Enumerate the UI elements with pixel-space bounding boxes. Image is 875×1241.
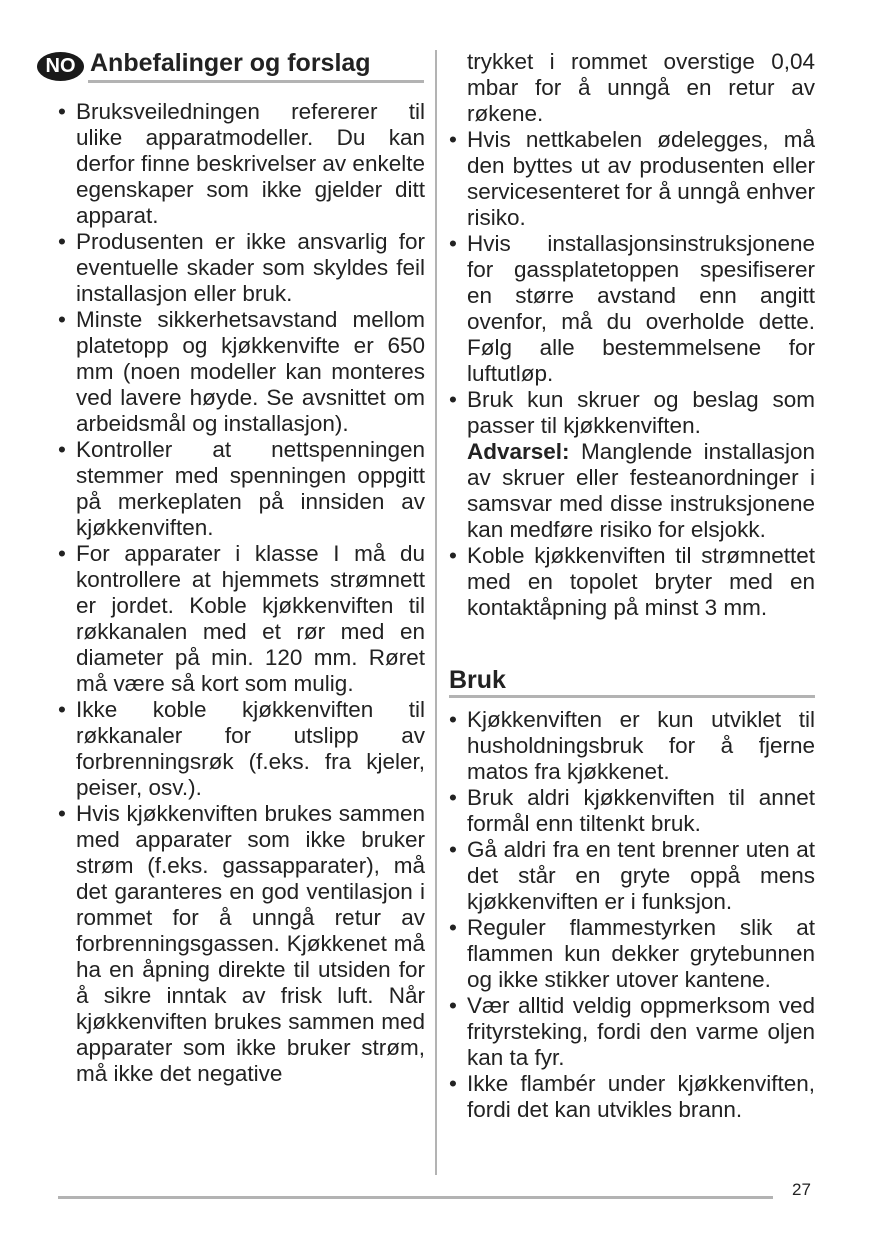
section-title-recommendations: Anbefalinger og forslag: [90, 49, 371, 77]
section-title-usage: Bruk: [449, 666, 506, 694]
list-item: • Hvis nettkabelen ødelegges, må den byttes ut av produsenten eller servicesenteret for å unngå enhver risiko.: [449, 127, 815, 231]
warning-label: Advarsel:: [467, 439, 570, 464]
list-item: • Bruk aldri kjøkkenviften til annet formål enn tiltenkt bruk.: [449, 785, 815, 837]
continuation-text: trykket i rommet overstige 0,04 mbar for å unngå en retur av røkene.: [467, 49, 815, 126]
list-item: • For apparater i klasse I må du kontrollere at hjemmets strømnett er jordet. Koble kjøkkenviften til røkkanalen med et rør med en diameter på min. 120 mm. Røret må være så kort som mulig.: [58, 541, 425, 697]
warning-text: Manglende installasjon av skruer eller festeanordninger i samsvar med disse instruksjonene kan medføre risiko for elsjokk.: [467, 439, 815, 542]
list-item: • Produsenten er ikke ansvarlig for eventuelle skader som skyldes feil installasjon eller bruk.: [58, 229, 425, 307]
screws-text: Bruk kun skruer og beslag som passer til kjøkkenviften.: [467, 387, 815, 438]
title-underline: [88, 80, 424, 83]
language-badge: NO: [37, 52, 84, 81]
list-item: • Hvis installasjonsinstruksjonene for gassplatetoppen spesifiserer en større avstand enn angitt ovenfor, må du overholde dette. Følg alle bestemmelsene for luftutløp.: [449, 231, 815, 387]
column-divider: [435, 50, 437, 1175]
title-underline: [449, 695, 815, 698]
page-number: 27: [792, 1180, 811, 1199]
usage-list: [449, 707, 815, 1123]
list-item: • Kjøkkenviften er kun utviklet til husholdningsbruk for å fjerne matos fra kjøkkenet.: [449, 707, 815, 785]
warning-paragraph: [467, 439, 815, 543]
list-item: • Koble kjøkkenviften til strømnettet med en topolet bryter med en kontaktåpning på minst 3 mm.: [449, 543, 815, 621]
list-item: • Vær alltid veldig oppmerksom ved frityrsteking, fordi den varme oljen kan ta fyr.: [449, 993, 815, 1071]
list-item-screws: [449, 387, 815, 543]
list-item: • Bruksveiledningen refererer til ulike apparatmodeller. Du kan derfor finne beskrivelser av enkelte egenskaper som ikke gjelder ditt apparat.: [58, 99, 425, 229]
list-item: • Gå aldri fra en tent brenner uten at det står en gryte oppå mens kjøkkenviften er i funksjon.: [449, 837, 815, 915]
list-item: • Reguler flammestyrken slik at flammen kun dekker grytebunnen og ikke stikker utover kantene.: [449, 915, 815, 993]
list-item: • Ikke koble kjøkkenviften til røkkanaler for utslipp av forbrenningsrøk (f.eks. fra kjeler, peiser, osv.).: [58, 697, 425, 801]
recommendations-list-right: [449, 127, 815, 621]
list-item: • Ikke flambér under kjøkkenviften, fordi det kan utvikles brann.: [449, 1071, 815, 1123]
footer-rule: [58, 1196, 773, 1199]
list-item: • Minste sikkerhetsavstand mellom platetopp og kjøkkenvifte er 650 mm (noen modeller kan monteres ved lavere høyde. Se avsnittet om arbeidsmål og installasjon).: [58, 307, 425, 437]
recommendations-list-left: [58, 99, 425, 1087]
list-item: • Hvis kjøkkenviften brukes sammen med apparater som ikke bruker strøm (f.eks. gassapparater), må det garanteres en god ventilasjon i rommet for å unngå retur av forbrenningsgassen. Kjøkkenet må ha en åpning direkte til utsiden for å sikre inntak av frisk luft. Når kjøkkenviften brukes sammen med apparater som ikke bruker strøm, må ikke det negative: [58, 801, 425, 1087]
list-item: • Kontroller at nettspenningen stemmer med spenningen oppgitt på merkeplaten på innsiden av kjøkkenviften.: [58, 437, 425, 541]
